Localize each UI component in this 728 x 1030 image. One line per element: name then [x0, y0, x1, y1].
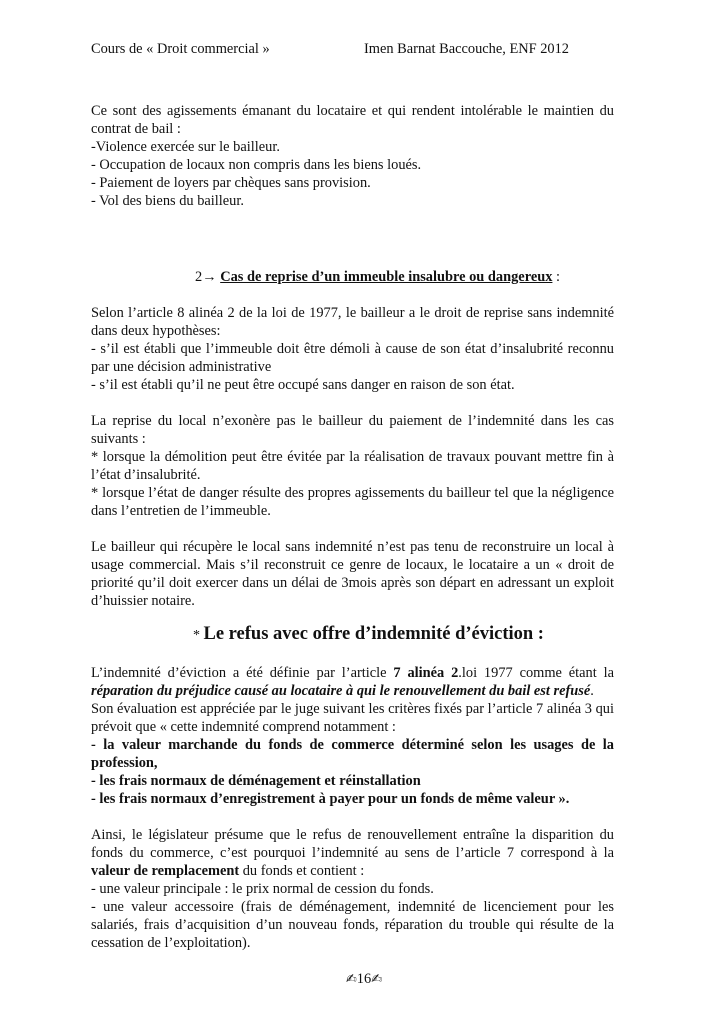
page-footer	[0, 970, 728, 989]
header-course-title: Cours de « Droit commercial »	[91, 41, 270, 57]
text-run-bold: 7 alinéa 2	[393, 665, 459, 681]
text-run: L’indemnité d’éviction a été définie par l’article	[91, 665, 394, 681]
section-2-paragraph: La reprise du local n’exonère pas le bailleur du paiement de l’indemnité dans les cas suivants :	[91, 413, 614, 447]
writing-hand-icon: ✍	[371, 972, 383, 987]
criteria-item: - les frais normaux d’enregistrement à payer pour un fonds de même valeur ».	[91, 791, 570, 807]
section-2-paragraph: - s’il est établi qu’il ne peut être occupé sans danger en raison de son état.	[91, 377, 515, 393]
value-item: - une valeur accessoire (frais de déménagement, indemnité de licenciement pour les salariés, frais d’acquisition d’un nouveau fonds, réparation du trouble qui résulte de la cessation de l’exploitation).	[91, 899, 614, 951]
text-run: Ainsi, le législateur présume que le refus de renouvellement entraîne la disparition du fonds du commerce, c’est pourquoi l’indemnité au sens de l’article 7 correspond à la	[91, 827, 614, 861]
section-3-paragraph	[91, 826, 614, 880]
intro-item: - Paiement de loyers par chèques sans provision.	[91, 175, 371, 191]
section-2-paragraph: Le bailleur qui récupère le local sans indemnité n’est pas tenu de reconstruire un local à usage commercial. Mais s’il reconstruit ce genre de locaux, le locataire a un « droit de priorité qu’il doit exercer dans un délai de 3mois après son départ en adressant un exploit d’huissier notaire.	[91, 539, 614, 609]
section-3-paragraph	[91, 664, 614, 700]
text-run: .	[590, 683, 594, 699]
value-item: - une valeur principale : le prix normal de cession du fonds.	[91, 881, 434, 897]
header-author: Imen Barnat Baccouche, ENF 2012	[364, 41, 570, 57]
section-3-heading	[91, 622, 614, 648]
section-2-paragraph: Selon l’article 8 alinéa 2 de la loi de 1977, le bailleur a le droit de reprise sans indemnité dans deux hypothèses:	[91, 305, 614, 339]
text-run-bold-italic: réparation du préjudice causé au locataire à qui le renouvellement du bail est refusé	[91, 683, 591, 699]
intro-item: -Violence exercée sur le bailleur.	[91, 139, 280, 155]
text-run: .loi 1977 comme étant la	[458, 665, 614, 681]
page-header	[91, 40, 637, 60]
section-2-paragraph: * lorsque la démolition peut être évitée par la réalisation de travaux pouvant mettre fin à l’état d’insalubrité.	[91, 449, 614, 483]
section-2-suffix: :	[552, 269, 561, 285]
text-run-bold: valeur de remplacement	[91, 863, 240, 879]
section-3-title: Le refus avec offre d’indemnité d’éviction :	[203, 624, 544, 644]
section-2-heading	[91, 268, 614, 286]
intro-paragraph: Ce sont des agissements émanant du locataire et qui rendent intolérable le maintien du contrat de bail :	[91, 103, 614, 137]
section-3-paragraph: Son évaluation est appréciée par le juge suivant les critères fixés par l’article 7 alinéa 3 qui prévoit que « cette indemnité comprend notamment :	[91, 701, 614, 735]
section-3-star: *	[193, 628, 204, 643]
section-2-title: Cas de reprise d’un immeuble insalubre ou dangereux	[220, 269, 553, 285]
section-2-number: 2→	[195, 269, 221, 285]
page-body	[91, 102, 614, 952]
section-2-paragraph: * lorsque l’état de danger résulte des propres agissements du bailleur tel que la négligence dans l’entretien de l’immeuble.	[91, 485, 614, 519]
criteria-item: - les frais normaux de déménagement et réinstallation	[91, 773, 421, 789]
page-number: 16	[356, 971, 372, 987]
criteria-item: - la valeur marchande du fonds de commerce déterminé selon les usages de la profession,	[91, 737, 614, 771]
section-2-paragraph: - s’il est établi que l’immeuble doit être démoli à cause de son état d’insalubrité reconnu par une décision administrative	[91, 341, 614, 375]
text-run: du fonds et contient :	[239, 863, 365, 879]
intro-item: - Vol des biens du bailleur.	[91, 193, 244, 209]
writing-hand-icon: ✍	[345, 972, 357, 987]
intro-item: - Occupation de locaux non compris dans les biens loués.	[91, 157, 422, 173]
